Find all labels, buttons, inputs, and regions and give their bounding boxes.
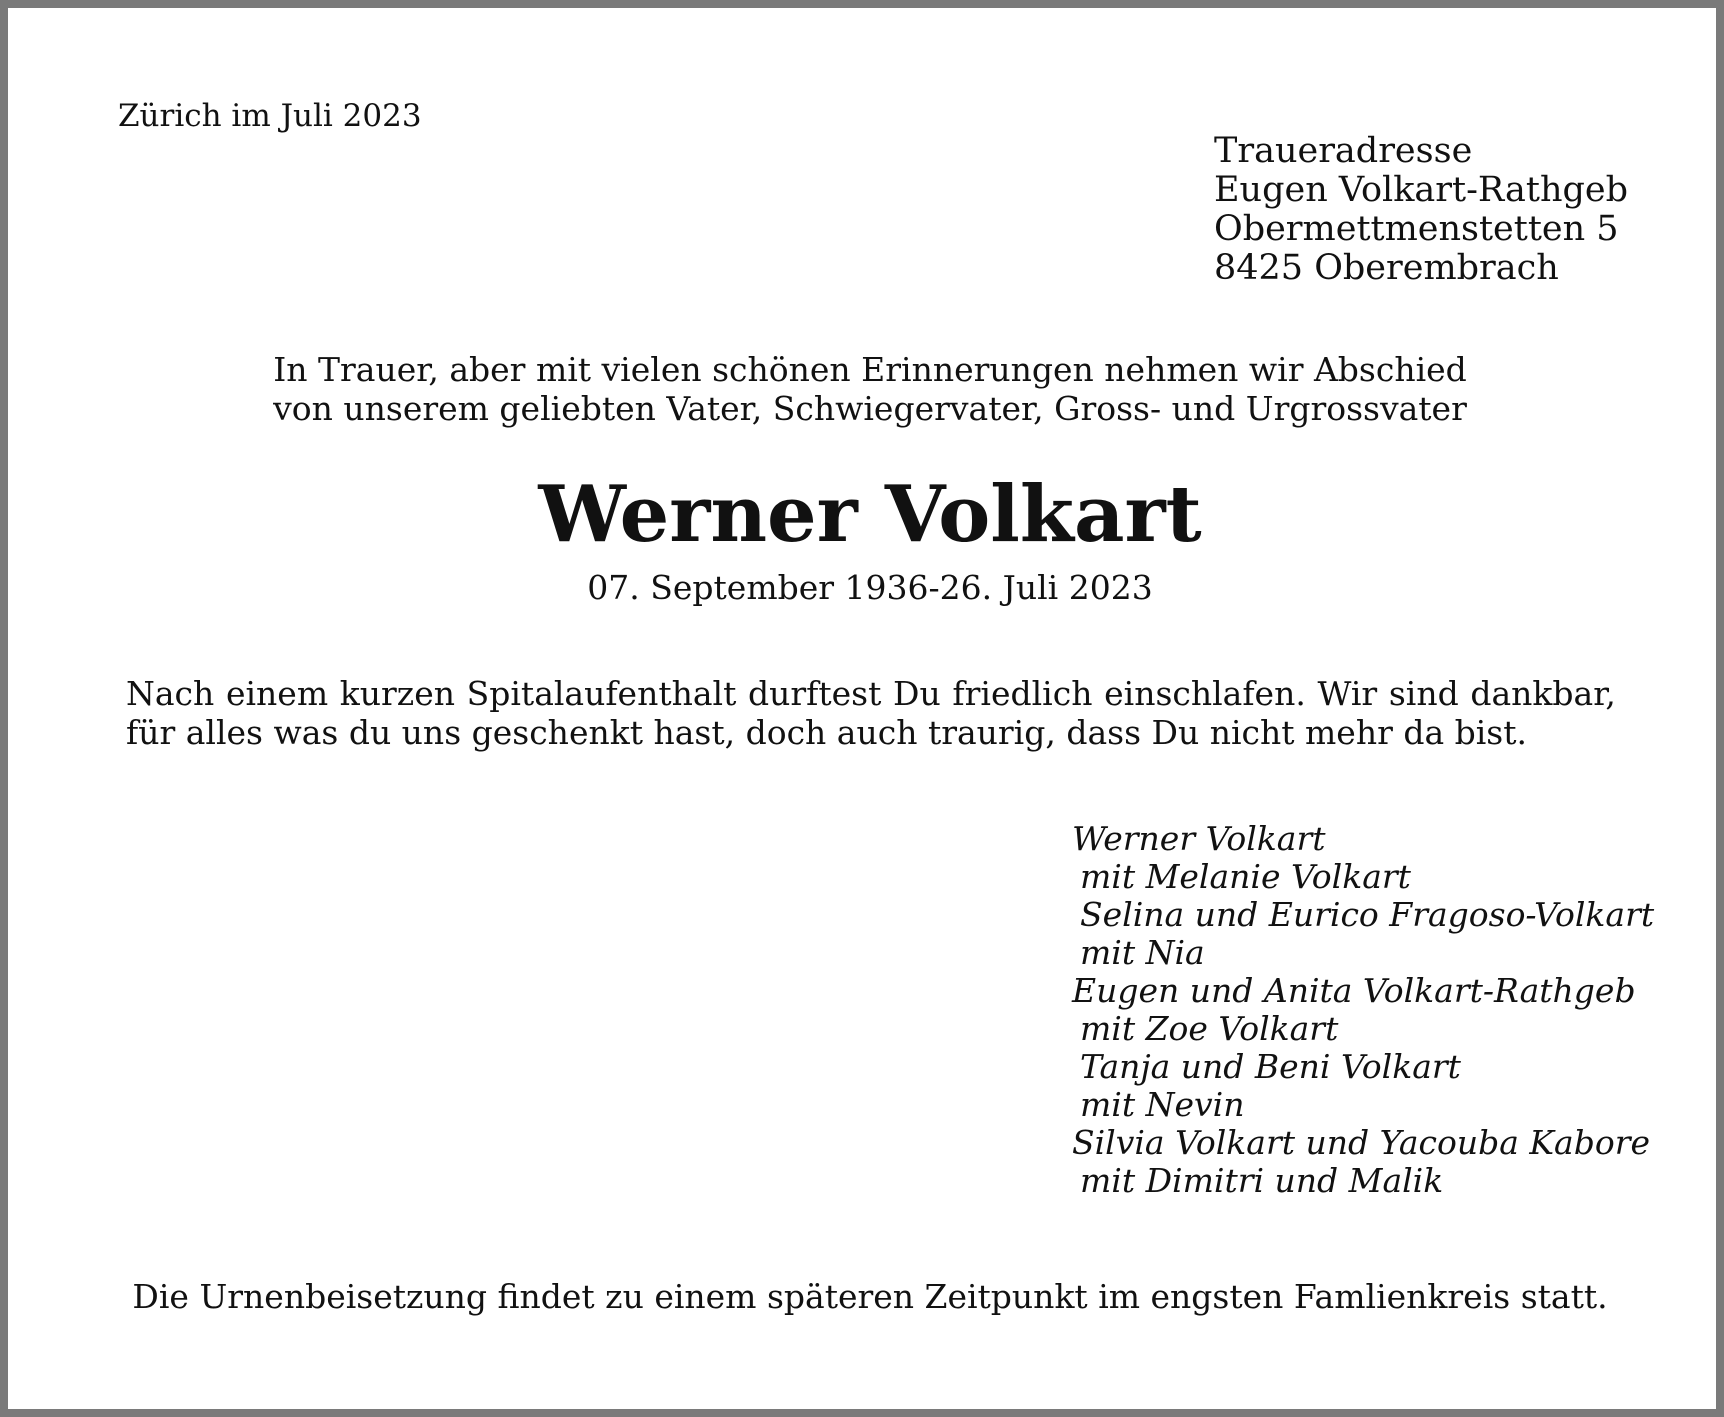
message-line-1 [126,674,1616,713]
message-word: kurzen [339,674,455,713]
message-word: einschlafen. [1104,674,1306,713]
intro-text [8,350,1724,428]
family-member: mit Nia [1080,933,1205,972]
intro-line-1: In Trauer, aber mit vielen schönen Erinnerungen nehmen wir Abschied [273,350,1467,389]
family-member: mit Dimitri und Malik [1080,1161,1444,1200]
address-city: 8425 Oberembrach [1214,248,1559,288]
message-line-2: für alles was du uns geschenkt hast, doch auch traurig, dass Du nicht mehr da bist. [126,713,1527,752]
message-word: Spitalaufenthalt [466,674,737,713]
lifespan-dates: 07. September 1936-26. Juli 2023 [587,568,1153,607]
message-word: Du [893,674,941,713]
message-word: Nach [126,674,215,713]
message-text [126,674,1616,752]
family-member: Eugen und Anita Volkart-Rathgeb [1072,971,1636,1010]
message-word: friedlich [952,674,1093,713]
family-member: Selina und Eurico Fragoso-Volkart [1080,895,1655,934]
family-list [1072,820,1654,1200]
message-word: Wir [1317,674,1378,713]
address-street: Obermettmenstetten 5 [1214,209,1619,249]
intro-line-2: von unserem geliebten Vater, Schwiegervater, Gross- und Urgrossvater [273,389,1467,428]
burial-notice: Die Urnenbeisetzung findet zu einem späteren Zeitpunkt im engsten Famlienkreis statt. [132,1277,1608,1316]
address-label: Traueradresse [1214,131,1473,171]
family-member: Silvia Volkart und Yacouba Kabore [1072,1123,1651,1162]
message-word: sind [1388,674,1459,713]
family-member: mit Zoe Volkart [1080,1009,1339,1048]
place-date: Zürich im Juli 2023 [118,98,422,134]
family-member: Tanja und Beni Volkart [1080,1047,1461,1086]
family-member: Werner Volkart [1072,819,1326,858]
message-word: dankbar, [1470,674,1616,713]
message-word: durftest [748,674,882,713]
family-member: mit Melanie Volkart [1080,857,1411,896]
message-word: einem [225,674,329,713]
mourning-address [1214,132,1628,288]
deceased-name: Werner Volkart [538,469,1202,560]
family-member: mit Nevin [1080,1085,1245,1124]
address-name: Eugen Volkart-Rathgeb [1214,170,1629,210]
